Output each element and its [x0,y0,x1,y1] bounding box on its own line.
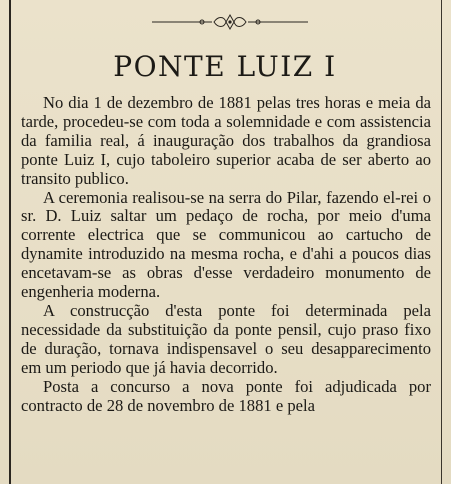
left-column-rule [9,0,11,484]
article-paragraph: A construcção d'esta ponte foi determinada pela necessidade da substituição da ponte pensil, cujo praso fixo de duração, tornava indispensavel o seu desapparecimento em um periodo que já havia decorrido. [21,300,431,377]
article-paragraph: No dia 1 de dezembro de 1881 pelas tres horas e meia da tarde, procedeu-se com toda a solemnidade e com assistencia da familia real, á inauguração dos trabalhos da grandiosa ponte Luiz I, cujo taboleiro superior acaba de ser aberto ao transito publico. [21,93,431,188]
article-paragraph: A ceremonia realisou-se na serra do Pilar, fazendo el-rei o sr. D. Luiz saltar um pedaço de rocha, por meio d'uma corrente electrica que se communicou ao cartucho de dynamite introduzido na mesma rocha, e d'ahi a poucos dias encetavam-se as obras d'esse verdadeiro monumento de engenheria moderna. [21,187,431,302]
article-body [21,94,431,415]
article-paragraph: Posta a concurso a nova ponte foi adjudicada por contracto de 28 de novembro de 1881 e pela [21,376,431,415]
right-column-rule [441,0,442,484]
ornament-divider-icon [150,12,310,32]
article-title: PONTE LUIZ I [113,50,337,83]
